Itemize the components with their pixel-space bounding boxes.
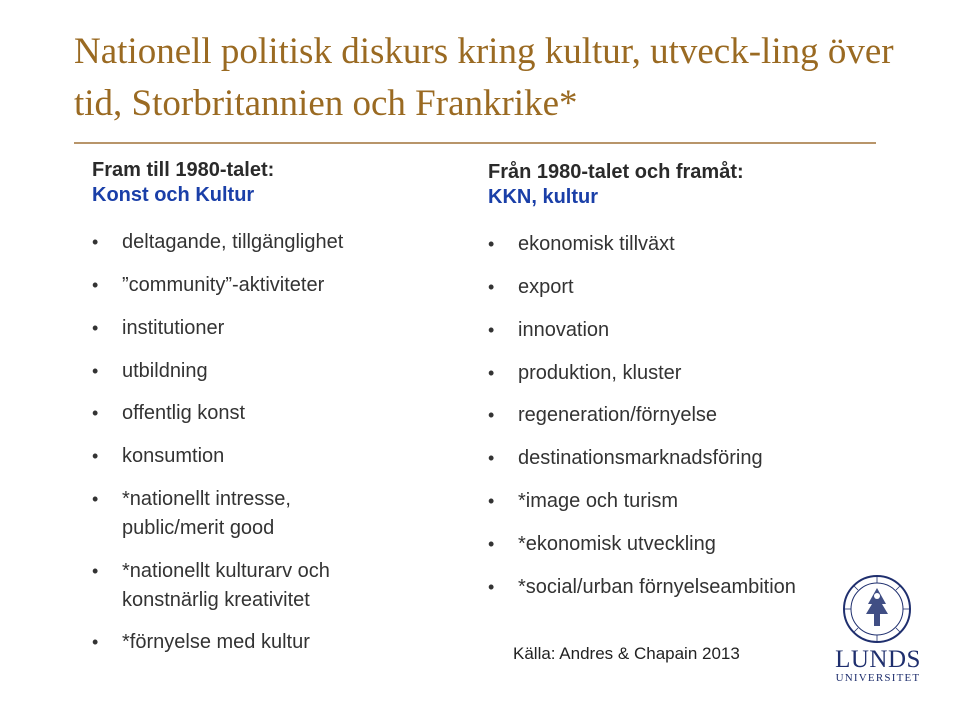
bullet-icon: •: [488, 363, 495, 383]
bullet-icon: •: [92, 275, 99, 295]
bullet-icon: •: [488, 491, 495, 511]
bullet-icon: •: [488, 320, 495, 340]
source-citation: Källa: Andres & Chapain 2013: [513, 644, 740, 663]
bullet-icon: •: [92, 361, 99, 381]
bullet-icon: •: [92, 232, 99, 252]
bullet-icon: •: [92, 403, 99, 423]
logo-name: LUNDS: [835, 646, 921, 673]
bullet-icon: •: [488, 534, 495, 554]
bullet-icon: •: [488, 448, 495, 468]
right-heading: [488, 160, 928, 210]
bullet-icon: •: [488, 405, 495, 425]
bullet-icon: •: [488, 577, 495, 597]
bullet-icon: •: [92, 632, 99, 652]
lund-university-seal-icon: [842, 574, 912, 644]
title-divider: [74, 142, 876, 144]
left-heading: [92, 158, 462, 208]
left-heading-period: Fram till 1980-talet:: [92, 159, 275, 181]
lund-university-logo: [832, 568, 922, 688]
bullet-icon: •: [92, 561, 99, 581]
logo-subtitle: UNIVERSITET: [835, 672, 921, 684]
right-heading-period: Från 1980-talet och framåt:: [488, 161, 744, 183]
bullet-icon: •: [92, 318, 99, 338]
right-column: Från 1980-talet och framåt: KKN, kultur • ekonomisk tillväxt • export • innovation • produktion, kluster • regeneration/förnyelse • destinationsmarknadsföring • *image och turism • *ekonomisk utveckling • *social/urban förnyelseambition: [488, 160, 928, 210]
right-heading-topic: KKN, kultur: [488, 186, 598, 208]
left-heading-topic: Konst och Kultur: [92, 184, 255, 206]
bullet-icon: •: [92, 446, 99, 466]
bullet-icon: •: [488, 277, 495, 297]
left-column: Fram till 1980-talet: Konst och Kultur • deltagande, tillgänglighet • ”community”-aktiviteter • institutioner • utbildning • offentlig konst • konsumtion • *nationellt intresse, public/merit good • *nationellt kulturarv och konstnärlig kreativitet • *förnyelse med kultur: [92, 158, 462, 208]
page-title: Nationell politisk diskurs kring kultur, utveck-ling över tid, Storbritannien och Frankrike*: [74, 31, 894, 124]
bullet-icon: •: [92, 489, 99, 509]
bullet-icon: •: [488, 234, 495, 254]
